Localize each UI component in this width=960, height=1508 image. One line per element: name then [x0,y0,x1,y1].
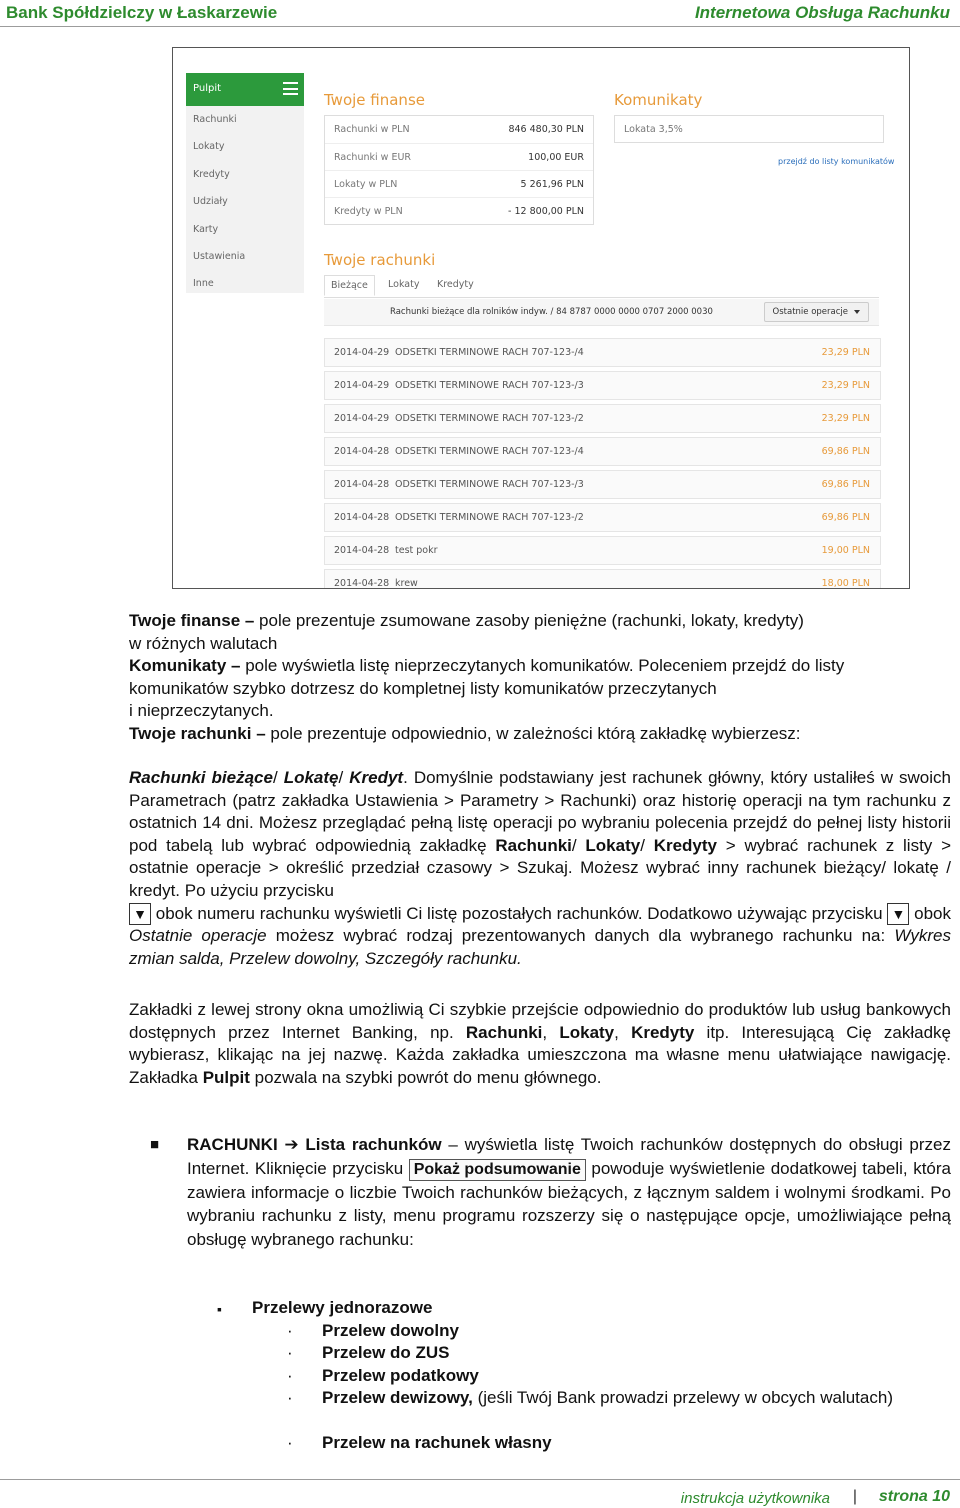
tx-title: ODSETKI TERMINOWE RACH 707-123-/3 [395,380,584,391]
transaction-row[interactable] [324,503,881,532]
sidebar-item-karty[interactable]: Karty [193,223,219,235]
text-wybrac: > wybrać rachunek z listy > ostatnie operacje > określić przedział czasowy > Szukaj. Możesz wybrać inny rachunek bieżący/ lokatę / kredyt. Po użyciu przycisku [129,835,951,900]
finanse-value: 846 480,30 PLN [508,124,584,135]
paragraph-lista-rachunkow [187,1133,951,1251]
tx-date: 2014-04-29 [334,380,390,391]
sidebar-item-inne[interactable]: Inne [193,278,214,290]
tab-biezace[interactable]: Bieżące [324,275,375,296]
dot-icon: · [287,1366,293,1385]
text-komunikaty-3: i nieprzeczytanych. [129,701,274,720]
text-zakladki-3: pozwala na szybki powrót do menu głównego. [249,1067,602,1087]
term-lokaty-3: Lokaty [559,1022,615,1042]
komunikaty-list-link[interactable]: przejdź do listy komunikatów [778,157,895,166]
dot-icon: · [287,1388,293,1407]
transaction-row[interactable] [324,371,881,400]
tx-title: ODSETKI TERMINOWE RACH 707-123-/4 [395,347,584,358]
term-rachunki-3: Rachunki [465,1022,543,1042]
menu-icon[interactable] [283,82,298,95]
sidebar [186,73,304,293]
text-finanse-2: w różnych walutach [129,633,278,653]
text-rodzaj: możesz wybrać rodzaj prezentowanych danych dla wybranego rachunku na: [266,926,895,946]
tx-date: 2014-04-28 [334,479,390,490]
paragraph-rachunki-details: Rachunki bieżące/ Lokatę/ Kredyt. Domyślnie podstawiany jest rachunek główny, który ustaliłeś w swoich Parametrach (patrz zakładka Ustawienia > Parametry > Rachunki) oraz historię operacji na tym rachunku z ostatnich 14 dni. Możesz przeglądać pełną listę operacji po wybraniu polecenia przejdź do pełnej listy historii pod tabelą lub wybrać odpowiednią zakładkę Rachunki/ Lokaty/ Kredyty > wybrać rachunek z listy > ostatnie operacje > określić przedział czasowy > Szukaj. Możesz wybrać inny rachunek bieżący/ lokatę / kredyt. Po użyciu przycisku ▼ obok numeru rachunku wyświetli Ci listę pozostałych rachunków. Dodatkowo używając przycisku ▼ obok Ostatnie operacje możesz wybrać rodzaj prezentowanych danych dla wybranego rachunku na: Wykres zmian salda, Przelew dowolny, Szczegóły rachunku. [129,768,952,968]
ops-label: Ostatnie operacje [772,307,848,317]
finanse-value: - 12 800,00 PLN [508,206,584,217]
transaction-row[interactable] [324,338,881,367]
transaction-row[interactable] [324,470,881,499]
term-lokaty-2: Lokaty [585,835,641,855]
finanse-box [324,115,594,225]
term-kredyty-2: Kredyty [653,835,717,855]
finanse-row[interactable] [325,170,593,197]
tx-amount: 18,00 PLN [821,578,870,589]
finanse-label: Kredyty w PLN [334,206,403,217]
term-biezace: Rachunki bieżące [129,768,273,787]
finanse-label: Lokaty w PLN [334,179,398,190]
term-kredyty-3: Kredyty [631,1022,695,1042]
tab-lokaty[interactable]: Lokaty [388,279,420,290]
footer-doc-name: instrukcja użytkownika [680,1490,830,1507]
list-item-przelew-dewizowy [322,1387,951,1410]
term-lokate: Lokatę [283,768,339,787]
term-finanse: Twoje finanse – [129,611,255,630]
text-rachunki: pole prezentuje odpowiednio, w zależności którą zakładkę wybierzesz: [265,723,801,743]
tx-date: 2014-04-28 [334,512,390,523]
sidebar-item-kredyty[interactable]: Kredyty [193,168,230,180]
finanse-value: 100,00 EUR [528,152,584,163]
term-pulpit: Pulpit [202,1067,250,1087]
text-lista-2: powoduje wyświetlenie dodatkowej tabeli, która zawiera informacje o liczbie Twoich rachunków bieżących, z łącznym saldem i wolnymi środkami. Po wybraniu rachunku z listy, menu programu rozszerzy się o następujące opcje, umożliwiające pełną obsługę wybranego rachunku: [187,1158,951,1249]
tx-title: ODSETKI TERMINOWE RACH 707-123-/2 [395,512,584,523]
finanse-label: Rachunki w PLN [334,124,410,135]
app-screenshot [172,47,910,589]
tx-title: ODSETKI TERMINOWE RACH 707-123-/2 [395,413,584,424]
list-item-przelew-wlasny: Przelew na rachunek własny [322,1433,552,1452]
transaction-row[interactable] [324,569,881,589]
text-obok-2: obok [909,903,952,923]
finanse-row[interactable] [325,197,593,224]
text-dewizowy: (jeśli Twój Bank prowadzi przelewy w obcych walutach) [472,1388,893,1407]
sidebar-item-ustawienia[interactable]: Ustawienia [193,250,246,262]
komunikaty-title: Komunikaty [614,91,703,109]
dot-icon: · [287,1343,293,1362]
komunikat-label: Lokata 3,5% [624,124,683,135]
footer-page-number: strona 10 [878,1488,950,1505]
tx-date: 2014-04-28 [334,446,390,457]
text-zakladki: Zakładki z lewej strony okna umożliwią Ci szybkie przejście odpowiednio do produktów lub usług bankowych dostępnych przez Internet Banking, np. [129,1000,951,1042]
bullet-square-icon: ■ [150,1136,160,1153]
rachunki-tabs [324,275,879,298]
term-rachunki: Twoje rachunki – [129,723,266,743]
przelewy-title: Przelewy jednorazowe [252,1298,433,1317]
finanse-row[interactable] [325,143,593,170]
term-ostatnie-operacje: Ostatnie operacje [129,926,267,946]
sidebar-item-rachunki[interactable]: Rachunki [193,114,237,125]
document-title: Internetowa Obsługa Rachunku [694,3,950,22]
tx-amount: 23,29 PLN [821,380,870,391]
list-item-przelew-zus: Przelew do ZUS [322,1343,450,1362]
transaction-row[interactable] [324,437,881,466]
tx-date: 2014-04-29 [334,413,390,424]
tx-amount: 19,00 PLN [821,545,870,556]
tx-amount: 69,86 PLN [821,446,870,457]
term-komunikaty: Komunikaty – [129,656,241,675]
paragraph-zakladki: Zakładki z lewej strony okna umożliwią Ci szybkie przejście odpowiednio do produktów lub usług bankowych dostępnych przez Internet Banking, np. Rachunki, Lokaty, Kredyty itp. Interesującą Cię zakładkę wybierasz, klikając na jej nazwę. Każda zakładka umieszczona ma własne menu ułatwiające nawigację. Zakładka Pulpit pozwala na szybki powrót do menu głównego. [129,1000,952,1087]
term-rachunki-2: Rachunki [495,835,572,855]
tx-date: 2014-04-28 [334,578,390,589]
term-lista-rachunkow: RACHUNKI ➔ Lista rachunków [187,1135,442,1154]
ostatnie-operacje-button[interactable] [764,302,869,322]
text-zakladki-2: itp. Interesującą Cię zakładkę wybierasz, klikając na jej nazwę. Każda zakładka umieszczona ma własne menu ułatwiające nawigację. Zakładka [129,1022,952,1087]
page-header [0,0,960,27]
paragraph-finanse [129,610,951,745]
sidebar-item-lokaty[interactable]: Lokaty [193,141,225,153]
sidebar-title: Pulpit [193,83,222,94]
term-options: Wykres zmian salda, Przelew dowolny, Szczegóły rachunku. [129,926,951,968]
page-footer [0,1479,960,1508]
sidebar-item-udzialy[interactable]: Udziały [193,196,228,208]
tx-amount: 69,86 PLN [821,479,870,490]
tx-title: ODSETKI TERMINOWE RACH 707-123-/3 [395,479,584,490]
tx-title: krew [395,578,418,589]
term-przelew-dewizowy: Przelew dewizowy, [322,1388,473,1407]
dot-icon: · [287,1433,293,1452]
account-bar [324,299,879,326]
finanse-row[interactable] [325,116,593,142]
footer-separator: | [852,1488,857,1505]
transaction-row[interactable] [324,536,881,565]
tx-title: ODSETKI TERMINOWE RACH 707-123-/4 [395,446,584,457]
transaction-row[interactable] [324,404,881,433]
tx-date: 2014-04-28 [334,545,390,556]
text-komunikaty: pole wyświetla listę nieprzeczytanych komunikatów. Poleceniem przejdź do listy [240,656,845,675]
komunikat-item[interactable] [614,115,884,143]
finanse-title: Twoje finanse [324,91,425,109]
finanse-value: 5 261,96 PLN [520,179,584,190]
finanse-label: Rachunki w EUR [334,152,412,163]
text-obok: obok numeru rachunku wyświetli Ci listę pozostałych rachunków. Dodatkowo używając przycisku [151,903,888,923]
term-kredyt: Kredyt [349,768,404,787]
dot-icon: · [287,1321,293,1340]
list-item-przelew-podatkowy: Przelew podatkowy [322,1366,479,1385]
sidebar-item-pulpit[interactable] [186,73,304,106]
tx-amount: 23,29 PLN [821,413,870,424]
text-komunikaty-2: komunikatów szybko dotrzesz do kompletnej listy komunikatów przeczytanych [129,678,717,698]
triangle-down-icon: ▼ [887,903,909,925]
tx-date: 2014-04-29 [334,347,390,358]
tab-kredyty[interactable]: Kredyty [437,279,474,290]
triangle-down-icon: ▼ [129,903,151,925]
rachunki-title: Twoje rachunki [324,251,436,269]
list-item-przelew-dowolny: Przelew dowolny [322,1321,459,1340]
tx-amount: 23,29 PLN [821,347,870,358]
caret-down-icon [854,310,860,314]
text-lista: – wyświetla listę Twoich rachunków dostępnych do obsługi przez Internet. Kliknięcie przycisku [187,1135,951,1178]
tx-title: test pokr [395,545,438,556]
subbullet-square-icon: ▪ [217,1301,222,1317]
account-select[interactable]: Rachunki bieżące dla rolników indyw. / 84 8787 0000 0000 0707 2000 0030 [390,307,713,317]
tx-amount: 69,86 PLN [821,512,870,523]
text-finanse: pole prezentuje zsumowane zasoby pieniężne (rachunki, lokaty, kredyty) [254,611,804,630]
bank-name: Bank Spółdzielczy w Łaskarzewie [6,3,278,22]
text-domyslnie: Domyślnie podstawiany jest rachunek główny, który ustaliłeś w swoich Parametrach (patrz zakładka Ustawienia > Parametry > Rachunki) oraz historię operacji na tym rachunku z ostatnich 14 dni. Możesz przeglądać pełną listę operacji po wybraniu polecenia przejdź do pełnej listy historii pod tabelą lub wybrać odpowiednią zakładkę [129,768,951,855]
pokaz-podsumowanie-button: Pokaż podsumowanie [409,1159,586,1181]
